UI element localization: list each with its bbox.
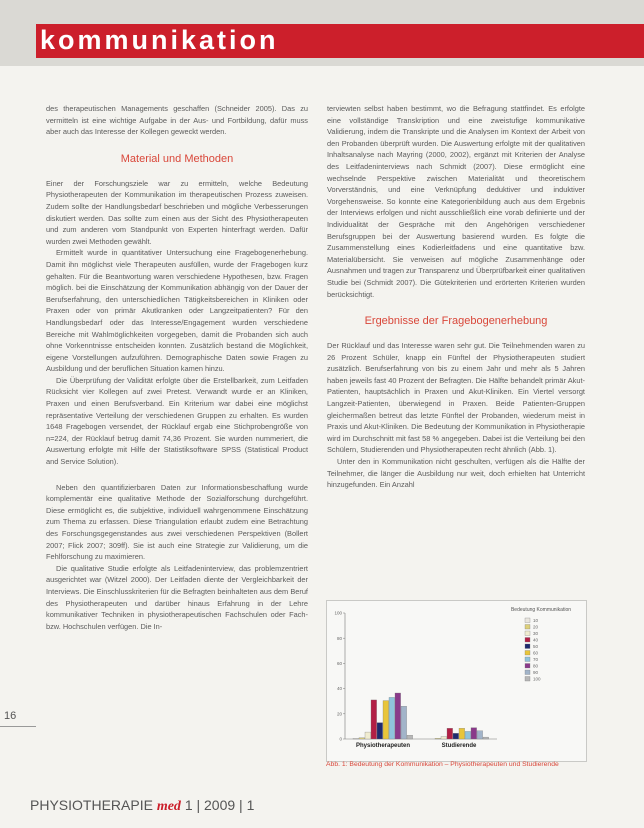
- y-tick-label: 100: [334, 610, 342, 616]
- paragraph: terviewten selbst haben bestimmt, wo die Befragung stattfindet. Es erfolgte eine vollständige Transkription und eine zweistufige kommunikative Validierung, indem die Transkripte und die Analysen im Kontext der Arbeit von den Probanden überprüft wurden. Die Auswertung erfolgte mit der qualitativen Inhaltsanalyse nach Mayring (2000, 2002), ergänzt mit Kriterien der Analyse des Leitfadeninterviews nach Schmidt (2007). Diese ermöglicht eine wechselnde Perspektive zwischen Materialität und theoretischem Vorverständnis, und eine Verknüpfung deduktiver und induktiver Vorgehensweise. So konnte eine Kategorienbildung auch aus dem Ergebnis der Interviews erfolgen und nicht ausschließlich eine vorab definierte und der Individualität der Gespräche mit den Angehörigen verschiedener Berufsgruppen bei der Auswertung basierend wurden. Es folgte die Zusammenstellung eines Kodierleitfadens und eine quantitative bzw. Materialübersicht. Sie verweisen auf mögliche Zusammenhänge oder Ausnahmen und tragen zur Transparenz und Überprüfbarkeit einer qualitativen Studie bei (Schmidt 2007). Die Gütekriterien und erörterten Kriterien wurden berücksichtigt.: [327, 104, 585, 299]
- paragraph: des therapeutischen Managements geschaffen (Schneider 2005). Das zu vermitteln ist eine wichtige Aufgabe in der Aus- und Fortbildung, dafür muss aber auch das Interesse der Kollegen geweckt werden.: [46, 104, 308, 137]
- section-banner: [36, 24, 644, 58]
- chart-bar: [395, 693, 401, 739]
- left-text-column: [46, 103, 308, 632]
- chart-bar: [365, 732, 371, 739]
- chart-bar: [401, 706, 407, 739]
- legend-swatch: [525, 657, 530, 662]
- page-number: 16: [4, 710, 17, 722]
- chart-bar: [459, 728, 465, 739]
- page-number-rule: [0, 726, 36, 727]
- x-category-label: Physiotherapeuten: [355, 743, 411, 749]
- footer: [30, 797, 254, 815]
- chart-bar: [453, 733, 459, 739]
- legend-swatch: [525, 618, 530, 623]
- y-tick-label: 20: [336, 711, 342, 717]
- heading-material-methoden: Material und Methoden: [120, 152, 234, 165]
- legend-swatch: [525, 651, 530, 656]
- chart-bar: [389, 697, 395, 739]
- right-text-column: [327, 103, 585, 491]
- y-tick-label: 80: [336, 635, 342, 641]
- legend-swatch: [525, 625, 530, 630]
- y-tick-label: 40: [336, 686, 342, 692]
- chart-bar: [353, 738, 359, 739]
- legend-swatch: [525, 644, 530, 649]
- legend-label: 60: [533, 650, 539, 656]
- legend-swatch: [525, 664, 530, 669]
- legend-label: 80: [533, 663, 539, 669]
- journal-name: PHYSIOTHERAPIE: [30, 797, 153, 813]
- chart-bar: [477, 731, 483, 739]
- heading-ergebnisse: Ergebnisse der Fragebogenerhebung: [364, 315, 548, 328]
- chart-bar: [447, 728, 453, 739]
- chart-bar: [383, 701, 389, 739]
- paragraph: Unter den in Kommunikation nicht geschulten, verfügen als die Hälfte der Teilnehmer, die länger die Ausbildung nur weit, doch erhielten hat Unterricht hinzugefunden. Ein Anzahl: [327, 457, 585, 490]
- chart-bar: [407, 735, 413, 739]
- section-title: kommunikation: [40, 25, 279, 55]
- legend-swatch: [525, 638, 530, 643]
- paragraph: Einer der Forschungsziele war zu ermitteln, welche Bedeutung Physiotherapeuten der Kommunikation im therapeutischen Prozess zuweisen. Zudem sollte der Handlungsbedarf beschrieben und mögliche Verbesserungen diskutiert werden. Das sollte zum einen aus der Sicht des Physiotherapeuten und zum anderen vom Standpunkt von Experten hinterfragt werden. Dafür wurden zwei Methoden gewählt.: [46, 178, 308, 246]
- legend-label: 20: [533, 624, 539, 630]
- paragraph: Der Rücklauf und das Interesse waren sehr gut. Die Teilnehmenden waren zu 26 Prozent Schüler, knapp ein Fünftel der Physiotherapeuten studiert zusätzlich. Berufserfahrung von bis zu einem Jahr und mehr als 5 Jahren haben jeweils fast 40 Prozent der Befragten. Die Hälfte behandelt primär Akut-Patienten, hauptsächlich in Praxen und Akut-Kliniken. Ein Viertel versorgt Langzeit-Patienten, überwiegend in Praxen. Beide Patienten-Gruppen gleichermaßen betreut das letzte Fünftel der Probanden, wiederum meist in Praxis und Akut-Kliniken. Die Bedeutung der Kommunikation in Physiotherapie wird im Durchschnitt mit fast 58 % angegeben. Dabei ist die Verteilung bei den Schülern, Studierenden und Physiotherapeuten recht ähnlich (Abb. 1).: [327, 341, 585, 455]
- y-tick-label: 0: [339, 736, 342, 742]
- bar-chart: [327, 601, 586, 761]
- chart-bar: [359, 738, 365, 739]
- chart-bar: [377, 723, 383, 739]
- legend-swatch: [525, 631, 530, 636]
- issue-number: 1 | 2009 | 1: [184, 797, 255, 813]
- legend-title: Bedeutung Kommunikation: [510, 607, 572, 613]
- chart-bar: [441, 736, 447, 739]
- figure-caption: Abb. 1: Bedeutung der Kommunikation – Physiotherapeuten und Studierende: [326, 761, 559, 768]
- paragraph: Die qualitative Studie erfolgte als Leitfadeninterview, das problemzentriert ausgerichtet war (Witzel 2000). Der Leitfaden diente der Vergleichbarkeit der Interviews. Die Einschlusskriterien für die Befragten beinhalteten aus dem Beruf des Physiotherapeuten und darüber hinaus Erfahrung in der Lehre kommunikativer Techniken in physiotherapeutischen Fachschulen oder Fach- bzw. Hochschulen verfügen. Die In-: [46, 563, 308, 631]
- chart-bar: [483, 737, 489, 739]
- legend-label: 100: [533, 676, 541, 682]
- y-tick-label: 60: [336, 661, 342, 666]
- chart-bar: [371, 700, 377, 739]
- legend-label: 30: [533, 630, 539, 636]
- paragraph: Ermittelt wurde in quantitativer Untersuchung eine Fragebogenerhebung. Damit ihn möglichst viele Therapeuten ausfüllen, wurde der Fragebogen kurz gehalten. Für die Beantwortung waren verschiedene Hypothesen, bzw. Fragen möglich. bei die Einschätzung der Kommunikation abhängig von der Dauer der Berufserfahrung, den unterschiedlichen Tätigkeitsbereichen in Kliniken oder Praxen oder von primär Akutkranken oder Langzeitpatienten? Für den Handlungsbedarf oder das Interesse/Engagement wurden verschiedene Bereiche mit Wahlmöglichkeiten vorgegeben, damit die Probanden sich auch ohne Vorkenntnisse entscheiden konnten. Zusätzlich bestand die Möglichkeit, eigene Vorstellungen aufzuführen. Demographische Daten sowie Fragen zu Ausbildung und der beruflichen Situation kamen hinzu.: [46, 248, 308, 374]
- paragraph: Neben den quantifizierbaren Daten zur Informationsbeschaffung wurde komplementär eine qualitative Methode der Sozialforschung durchgeführt. Diese ermöglicht es, die subjektive, individuell wahrgenommene Einschätzung zum Thema zu erfassen. Diese Triangulation erlaubt zudem eine Betrachtung des Forschungsgegenstandes aus zwei verschiedenen Perspektiven (Bollert 2007; Flick 2007; 309ff). Sie ist auch eine Strategie zur Validierung, um die Fehlforschung zu maximieren.: [46, 482, 308, 562]
- chart-bar: [435, 738, 441, 739]
- legend-label: 50: [533, 643, 539, 649]
- x-category-label: Studierende: [441, 743, 477, 749]
- legend-swatch: [525, 670, 530, 675]
- chart-bar: [465, 731, 471, 739]
- journal-brand: med: [156, 799, 181, 814]
- legend-label: 70: [533, 656, 539, 662]
- paragraph: Die Überprüfung der Validität erfolgte über die Erstellbarkeit, zum Leitfaden Rücksicht vier Kollegen auf zwei Pretest. Verwandt wurde er an Kliniken, Praxen und einen Berufsverband. Ein Kriterium war dabei eine möglichst repräsentative Verteilung der verschiedenen Gruppen zu erhalten. Es wurden 1648 Fragebogen versendet, der Rücklauf ergab eine Stichprobengröße von n=224, der Rücklauf betrug damit 74,36 Prozent. Sie wurden nummeriert, die Auswertung erfolgte mit Hilfe der Statistiksoftware SPSS (Statistical Product and Service Solution).: [46, 375, 308, 467]
- figure-chart: [326, 600, 587, 762]
- legend-swatch: [525, 677, 530, 682]
- legend-label: 40: [533, 637, 539, 643]
- chart-bar: [471, 728, 477, 739]
- legend-label: 90: [533, 669, 539, 675]
- legend-label: 10: [533, 617, 539, 623]
